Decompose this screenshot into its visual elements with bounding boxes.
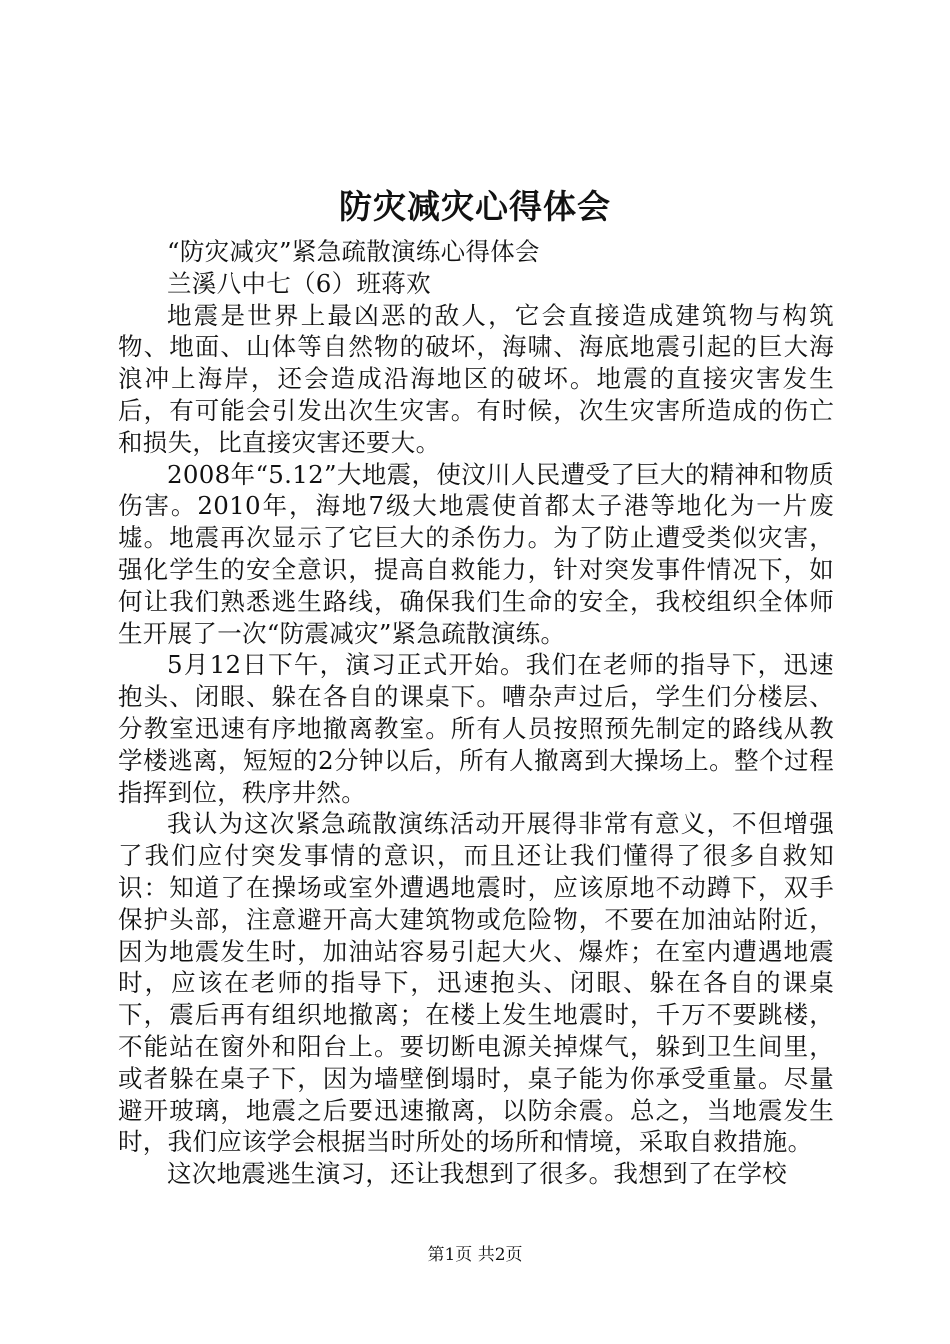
document-title: 防灾减灾心得体会 <box>339 187 611 226</box>
subtitle-line: “防灾减灾”紧急疏散演练心得体会 <box>167 237 540 266</box>
page-footer: 第1页 共2页 <box>427 1245 523 1265</box>
paragraph: 2008年“5.12”大地震，使汶川人民遭受了巨大的精神和物质伤害。2010年，海地7级大地震使首都太子港等地化为一片废墟。地震再次显示了它巨大的杀伤力。为了防止遭受类似灾害，强化学生的安全意识，提高自救能力，针对突发事件情况下，如何让我们熟悉逃生路线，确保我们生命的安全，我校组织全体师生开展了一次“防震减灾”紧急疏散演练。 <box>118 459 834 648</box>
author-line: 兰溪八中七（6）班蒋欢 <box>167 268 431 298</box>
paragraph: 地震是世界上最凶恶的敌人，它会直接造成建筑物与构筑物、地面、山体等自然物的破坏，海啸、海底地震引起的巨大海浪冲上海岸，还会造成沿海地区的破坏。地震的直接灾害发生后，有可能会引发出次生灾害。有时候，次生灾害所造成的伤亡和损失，比直接灾害还要大。 <box>118 300 834 457</box>
paragraph: 这次地震逃生演习，还让我想到了很多。我想到了在学校 <box>167 1159 787 1189</box>
paragraph: 我认为这次紧急疏散演练活动开展得非常有意义，不但增强了我们应付突发事情的意识，而且还让我们懂得了很多自救知识：知道了在操场或室外遭遇地震时，应该原地不动蹲下，双手保护头部，注意避开高大建筑物或危险物，不要在加油站附近，因为地震发生时，加油站容易引起大火、爆炸；在室内遭遇地震时，应该在老师的指导下，迅速抱头、闭眼、躲在各自的课桌下，震后再有组织地撤离；在楼上发生地震时，千万不要跳楼，不能站在窗外和阳台上。要切断电源关掉煤气，躲到卫生间里，或者躲在桌子下，因为墙壁倒塌时，桌子能为你承受重量。尽量避开玻璃，地震之后要迅速撤离，以防余震。总之，当地震发生时，我们应该学会根据当时所处的场所和情境，采取自救措施。 <box>118 809 834 1157</box>
paragraph: 5月12日下午，演习正式开始。我们在老师的指导下，迅速抱头、闭眼、躲在各自的课桌下。嘈杂声过后，学生们分楼层、分教室迅速有序地撤离教室。所有人员按照预先制定的路线从教学楼逃离，短短的2分钟以后，所有人撤离到大操场上。整个过程指挥到位，秩序井然。 <box>118 650 834 807</box>
document-body <box>118 236 834 1190</box>
